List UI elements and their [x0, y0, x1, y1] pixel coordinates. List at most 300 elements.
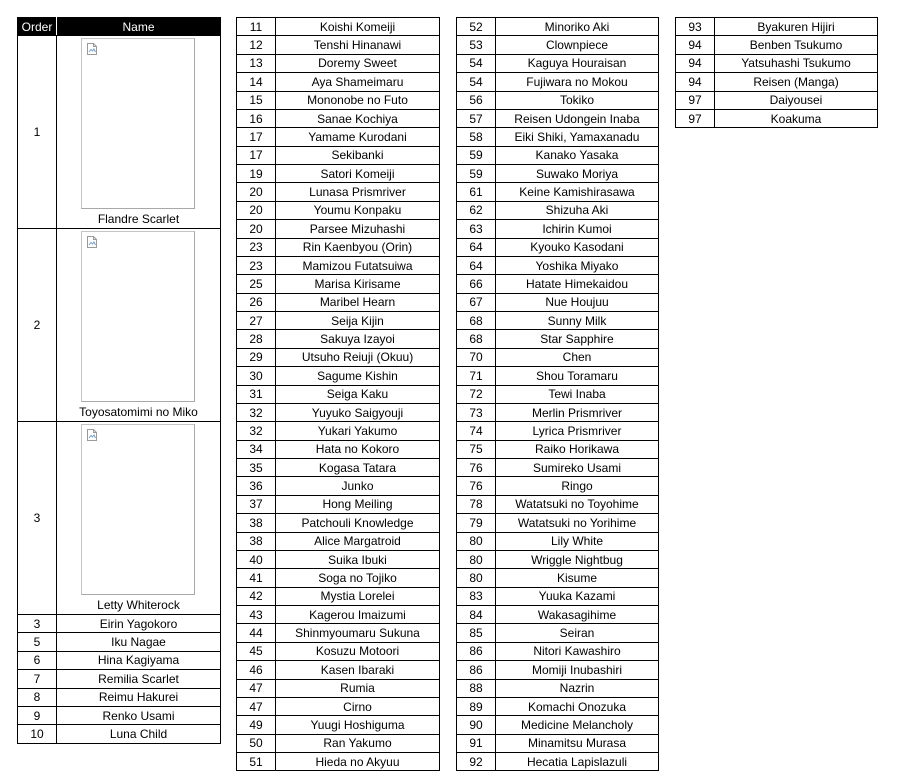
- character-name: Tenshi Hinanawi: [276, 36, 440, 54]
- table-row: [676, 91, 878, 109]
- table-row: [457, 477, 659, 495]
- character-name: Kisume: [496, 569, 659, 587]
- character-name: Rin Kaenbyou (Orin): [276, 238, 440, 256]
- rank-order: 16: [237, 109, 276, 127]
- table-row: [676, 73, 878, 91]
- table-row: [457, 495, 659, 513]
- table-row: [237, 716, 440, 734]
- table-row: [237, 495, 440, 513]
- rank-order: 44: [237, 624, 276, 642]
- table-row: [457, 550, 659, 568]
- character-name: Star Sapphire: [496, 330, 659, 348]
- name-header: Name: [57, 18, 221, 36]
- table-row: [237, 385, 440, 403]
- featured-name: Letty Whiterock: [97, 598, 180, 612]
- table-row: [457, 238, 659, 256]
- rank-order: 41: [237, 569, 276, 587]
- table-row: [457, 256, 659, 274]
- table-row: [18, 725, 221, 743]
- table-row: [676, 54, 878, 72]
- rank-order: 37: [237, 495, 276, 513]
- broken-image-icon: [87, 429, 97, 441]
- character-name: Iku Nagae: [57, 633, 221, 651]
- rank-order: 49: [237, 716, 276, 734]
- character-name: Lunasa Prismriver: [276, 183, 440, 201]
- character-name: Watatsuki no Toyohime: [496, 495, 659, 513]
- rank-order: 19: [237, 165, 276, 183]
- table-row: [237, 753, 440, 771]
- character-name: Watatsuki no Yorihime: [496, 514, 659, 532]
- rank-order: 11: [237, 18, 276, 36]
- character-name: Reimu Hakurei: [57, 688, 221, 706]
- character-name: Keine Kamishirasawa: [496, 183, 659, 201]
- rank-order: 32: [237, 403, 276, 421]
- rank-order: 83: [457, 587, 496, 605]
- rank-order: 76: [457, 477, 496, 495]
- featured-order: 2: [18, 229, 57, 422]
- rank-order: 78: [457, 495, 496, 513]
- character-name: Reisen Udongein Inaba: [496, 109, 659, 127]
- rank-order: 20: [237, 220, 276, 238]
- rank-order: 76: [457, 459, 496, 477]
- rank-order: 54: [457, 54, 496, 72]
- featured-cell: [57, 229, 221, 422]
- ranking-list-4: [676, 18, 878, 128]
- rank-order: 59: [457, 146, 496, 164]
- character-name: Eiki Shiki, Yamaxanadu: [496, 128, 659, 146]
- table-row: [457, 18, 659, 36]
- table-row: [237, 587, 440, 605]
- table-row: [18, 651, 221, 669]
- character-name: Medicine Melancholy: [496, 716, 659, 734]
- rank-order: 61: [457, 183, 496, 201]
- rank-order: 20: [237, 201, 276, 219]
- table-row: [237, 18, 440, 36]
- rank-order: 70: [457, 348, 496, 366]
- table-row: [237, 293, 440, 311]
- character-name: Hata no Kokoro: [276, 440, 440, 458]
- character-name: Raiko Horikawa: [496, 440, 659, 458]
- rank-order: 92: [457, 753, 496, 771]
- character-name: Nitori Kawashiro: [496, 642, 659, 660]
- featured-order: 3: [18, 422, 57, 615]
- table-row: [237, 275, 440, 293]
- rank-order: 38: [237, 532, 276, 550]
- table-row: [457, 459, 659, 477]
- table-row: [237, 532, 440, 550]
- character-name: Parsee Mizuhashi: [276, 220, 440, 238]
- character-name: Remilia Scarlet: [57, 670, 221, 688]
- rank-order: 15: [237, 91, 276, 109]
- character-name: Komachi Onozuka: [496, 697, 659, 715]
- character-name: Alice Margatroid: [276, 532, 440, 550]
- character-name: Sanae Kochiya: [276, 109, 440, 127]
- rank-order: 59: [457, 165, 496, 183]
- rank-order: 94: [676, 54, 715, 72]
- table-row: [237, 697, 440, 715]
- rank-order: 89: [457, 697, 496, 715]
- table-row: [237, 624, 440, 642]
- ranking-list-2: [237, 18, 440, 771]
- rank-order: 52: [457, 18, 496, 36]
- rank-order: 56: [457, 91, 496, 109]
- rank-order: 46: [237, 661, 276, 679]
- ranking-table-1: [17, 17, 221, 744]
- table-row: [18, 670, 221, 688]
- table-row: [457, 422, 659, 440]
- character-name: Suwako Moriya: [496, 165, 659, 183]
- rank-order: 40: [237, 550, 276, 568]
- table-row: [457, 569, 659, 587]
- table-row: [457, 348, 659, 366]
- rank-order: 57: [457, 109, 496, 127]
- table-row: [237, 606, 440, 624]
- character-name: Yuyuko Saigyouji: [276, 403, 440, 421]
- broken-image-icon: [87, 236, 97, 248]
- rank-order: 67: [457, 293, 496, 311]
- table-row: [237, 54, 440, 72]
- character-name: Kasen Ibaraki: [276, 661, 440, 679]
- rank-order: 51: [237, 753, 276, 771]
- character-name: Hong Meiling: [276, 495, 440, 513]
- character-name: Momiji Inubashiri: [496, 661, 659, 679]
- character-name: Kanako Yasaka: [496, 146, 659, 164]
- table-row: [237, 183, 440, 201]
- featured-cell: [57, 36, 221, 229]
- table-row: [457, 385, 659, 403]
- character-name: Yuugi Hoshiguma: [276, 716, 440, 734]
- table-row: [237, 165, 440, 183]
- rank-order: 86: [457, 661, 496, 679]
- rank-order: 12: [237, 36, 276, 54]
- rank-order: 8: [18, 688, 57, 706]
- character-name: Eirin Yagokoro: [57, 615, 221, 633]
- table-row: [457, 165, 659, 183]
- rank-order: 50: [237, 734, 276, 752]
- character-name: Yuuka Kazami: [496, 587, 659, 605]
- table-row: [457, 734, 659, 752]
- table-row: [18, 706, 221, 724]
- table-row: [237, 36, 440, 54]
- character-name: Koishi Komeiji: [276, 18, 440, 36]
- character-name: Luna Child: [57, 725, 221, 743]
- rank-order: 88: [457, 679, 496, 697]
- rank-order: 6: [18, 651, 57, 669]
- rank-order: 3: [18, 615, 57, 633]
- rank-order: 17: [237, 128, 276, 146]
- table-row: [676, 36, 878, 54]
- table-row: [237, 330, 440, 348]
- character-name: Hatate Himekaidou: [496, 275, 659, 293]
- character-name: Kyouko Kasodani: [496, 238, 659, 256]
- rank-order: 7: [18, 670, 57, 688]
- table-row: [457, 201, 659, 219]
- character-name: Daiyousei: [715, 91, 878, 109]
- table-row: [457, 36, 659, 54]
- table-row: [237, 312, 440, 330]
- character-name: Byakuren Hijiri: [715, 18, 878, 36]
- rank-order: 23: [237, 256, 276, 274]
- rank-order: 80: [457, 532, 496, 550]
- rank-order: 10: [18, 725, 57, 743]
- rank-order: 20: [237, 183, 276, 201]
- table-row: [237, 569, 440, 587]
- table-row: [237, 477, 440, 495]
- rank-order: 91: [457, 734, 496, 752]
- rank-order: 97: [676, 109, 715, 127]
- rank-order: 80: [457, 569, 496, 587]
- character-name: Reisen (Manga): [715, 73, 878, 91]
- featured-cell: [57, 422, 221, 615]
- featured-name: Toyosatomimi no Miko: [79, 405, 198, 419]
- rank-order: 72: [457, 385, 496, 403]
- ranking-table-4: [675, 17, 878, 128]
- table-row: [457, 403, 659, 421]
- rank-order: 32: [237, 422, 276, 440]
- rank-order: 90: [457, 716, 496, 734]
- table-row: [237, 734, 440, 752]
- rank-order: 66: [457, 275, 496, 293]
- character-name: Minoriko Aki: [496, 18, 659, 36]
- character-name: Kaguya Houraisan: [496, 54, 659, 72]
- table-row: [457, 697, 659, 715]
- table-row: [237, 514, 440, 532]
- rank-order: 25: [237, 275, 276, 293]
- table-row: [457, 330, 659, 348]
- table-row: [457, 54, 659, 72]
- rank-order: 80: [457, 550, 496, 568]
- character-name: Utsuho Reiuji (Okuu): [276, 348, 440, 366]
- table-row: [457, 440, 659, 458]
- character-name: Youmu Konpaku: [276, 201, 440, 219]
- featured-row: [18, 422, 221, 615]
- table-row: [237, 403, 440, 421]
- table-row: [18, 633, 221, 651]
- character-name: Seija Kijin: [276, 312, 440, 330]
- table-row: [237, 91, 440, 109]
- table-row: [237, 73, 440, 91]
- table-row: [237, 109, 440, 127]
- table-row: [457, 312, 659, 330]
- table-row: [457, 275, 659, 293]
- character-name: Chen: [496, 348, 659, 366]
- rank-order: 45: [237, 642, 276, 660]
- featured-name: Flandre Scarlet: [97, 212, 180, 226]
- table-row: [457, 73, 659, 91]
- character-image: [81, 424, 195, 595]
- character-name: Shou Toramaru: [496, 367, 659, 385]
- character-name: Seiran: [496, 624, 659, 642]
- character-image: [81, 231, 195, 402]
- ranking-table-3: [456, 17, 659, 771]
- table-row: [457, 642, 659, 660]
- rank-order: 31: [237, 385, 276, 403]
- broken-image-icon: [87, 43, 97, 55]
- character-name: Satori Komeiji: [276, 165, 440, 183]
- rank-order: 64: [457, 238, 496, 256]
- character-name: Mononobe no Futo: [276, 91, 440, 109]
- featured-row: [18, 36, 221, 229]
- rank-order: 58: [457, 128, 496, 146]
- character-name: Lyrica Prismriver: [496, 422, 659, 440]
- rank-order: 71: [457, 367, 496, 385]
- character-name: Hina Kagiyama: [57, 651, 221, 669]
- rank-order: 14: [237, 73, 276, 91]
- character-name: Seiga Kaku: [276, 385, 440, 403]
- character-name: Yoshika Miyako: [496, 256, 659, 274]
- rank-order: 75: [457, 440, 496, 458]
- rank-order: 17: [237, 146, 276, 164]
- rank-order: 94: [676, 36, 715, 54]
- table-row: [676, 18, 878, 36]
- rank-order: 30: [237, 367, 276, 385]
- character-name: Kosuzu Motoori: [276, 642, 440, 660]
- order-header: Order: [18, 18, 57, 36]
- character-name: Doremy Sweet: [276, 54, 440, 72]
- table-row: [237, 459, 440, 477]
- rank-order: 47: [237, 679, 276, 697]
- character-name: Tokiko: [496, 91, 659, 109]
- character-name: Nazrin: [496, 679, 659, 697]
- table-row: [457, 716, 659, 734]
- character-name: Sumireko Usami: [496, 459, 659, 477]
- character-name: Mamizou Futatsuiwa: [276, 256, 440, 274]
- rank-order: 68: [457, 330, 496, 348]
- table-row: [457, 532, 659, 550]
- rank-order: 36: [237, 477, 276, 495]
- table-row: [457, 624, 659, 642]
- header-row: [18, 18, 221, 36]
- rank-order: 97: [676, 91, 715, 109]
- character-name: Ichirin Kumoi: [496, 220, 659, 238]
- rank-order: 63: [457, 220, 496, 238]
- table-row: [457, 661, 659, 679]
- ranking-list-3: [457, 18, 659, 771]
- table-row: [237, 422, 440, 440]
- table-row: [457, 128, 659, 146]
- character-name: Yukari Yakumo: [276, 422, 440, 440]
- character-name: Kagerou Imaizumi: [276, 606, 440, 624]
- character-name: Shinmyoumaru Sukuna: [276, 624, 440, 642]
- ranking-list-1: [18, 615, 221, 744]
- character-name: Cirno: [276, 697, 440, 715]
- character-name: Suika Ibuki: [276, 550, 440, 568]
- character-name: Nue Houjuu: [496, 293, 659, 311]
- rank-order: 34: [237, 440, 276, 458]
- character-name: Ran Yakumo: [276, 734, 440, 752]
- table-row: [237, 256, 440, 274]
- table-row: [457, 514, 659, 532]
- character-name: Wriggle Nightbug: [496, 550, 659, 568]
- rank-order: 43: [237, 606, 276, 624]
- character-name: Fujiwara no Mokou: [496, 73, 659, 91]
- rank-order: 64: [457, 256, 496, 274]
- character-name: Maribel Hearn: [276, 293, 440, 311]
- rank-order: 9: [18, 706, 57, 724]
- character-name: Lily White: [496, 532, 659, 550]
- character-name: Renko Usami: [57, 706, 221, 724]
- rank-order: 54: [457, 73, 496, 91]
- rank-order: 5: [18, 633, 57, 651]
- character-name: Ringo: [496, 477, 659, 495]
- rank-order: 93: [676, 18, 715, 36]
- table-row: [237, 238, 440, 256]
- rank-order: 79: [457, 514, 496, 532]
- table-row: [457, 753, 659, 771]
- table-row: [676, 109, 878, 127]
- table-row: [457, 109, 659, 127]
- table-row: [457, 367, 659, 385]
- ranking-table-2: [236, 17, 440, 771]
- character-name: Minamitsu Murasa: [496, 734, 659, 752]
- table-row: [18, 688, 221, 706]
- table-row: [237, 348, 440, 366]
- rank-order: 28: [237, 330, 276, 348]
- character-name: Shizuha Aki: [496, 201, 659, 219]
- character-name: Sakuya Izayoi: [276, 330, 440, 348]
- table-row: [457, 587, 659, 605]
- table-row: [237, 642, 440, 660]
- character-name: Aya Shameimaru: [276, 73, 440, 91]
- rank-order: 23: [237, 238, 276, 256]
- character-name: Soga no Tojiko: [276, 569, 440, 587]
- rank-order: 62: [457, 201, 496, 219]
- featured-order: 1: [18, 36, 57, 229]
- rank-order: 84: [457, 606, 496, 624]
- character-name: Rumia: [276, 679, 440, 697]
- table-row: [237, 550, 440, 568]
- character-name: Mystia Lorelei: [276, 587, 440, 605]
- rank-order: 86: [457, 642, 496, 660]
- table-row: [18, 615, 221, 633]
- character-name: Benben Tsukumo: [715, 36, 878, 54]
- table-row: [237, 220, 440, 238]
- table-row: [237, 661, 440, 679]
- table-row: [237, 146, 440, 164]
- rank-order: 53: [457, 36, 496, 54]
- table-row: [457, 146, 659, 164]
- character-name: Sagume Kishin: [276, 367, 440, 385]
- rank-order: 42: [237, 587, 276, 605]
- rank-order: 94: [676, 73, 715, 91]
- rank-order: 74: [457, 422, 496, 440]
- character-image: [81, 38, 195, 209]
- table-row: [237, 679, 440, 697]
- table-row: [457, 606, 659, 624]
- table-row: [457, 679, 659, 697]
- table-row: [237, 440, 440, 458]
- character-name: Hieda no Akyuu: [276, 753, 440, 771]
- table-row: [237, 367, 440, 385]
- rank-order: 73: [457, 403, 496, 421]
- table-row: [237, 128, 440, 146]
- rank-order: 35: [237, 459, 276, 477]
- rank-order: 27: [237, 312, 276, 330]
- rank-order: 26: [237, 293, 276, 311]
- character-name: Yatsuhashi Tsukumo: [715, 54, 878, 72]
- character-name: Patchouli Knowledge: [276, 514, 440, 532]
- rank-order: 47: [237, 697, 276, 715]
- character-name: Hecatia Lapislazuli: [496, 753, 659, 771]
- featured-row: [18, 229, 221, 422]
- character-name: Sekibanki: [276, 146, 440, 164]
- rank-order: 85: [457, 624, 496, 642]
- character-name: Junko: [276, 477, 440, 495]
- character-name: Kogasa Tatara: [276, 459, 440, 477]
- character-name: Yamame Kurodani: [276, 128, 440, 146]
- rank-order: 13: [237, 54, 276, 72]
- character-name: Merlin Prismriver: [496, 403, 659, 421]
